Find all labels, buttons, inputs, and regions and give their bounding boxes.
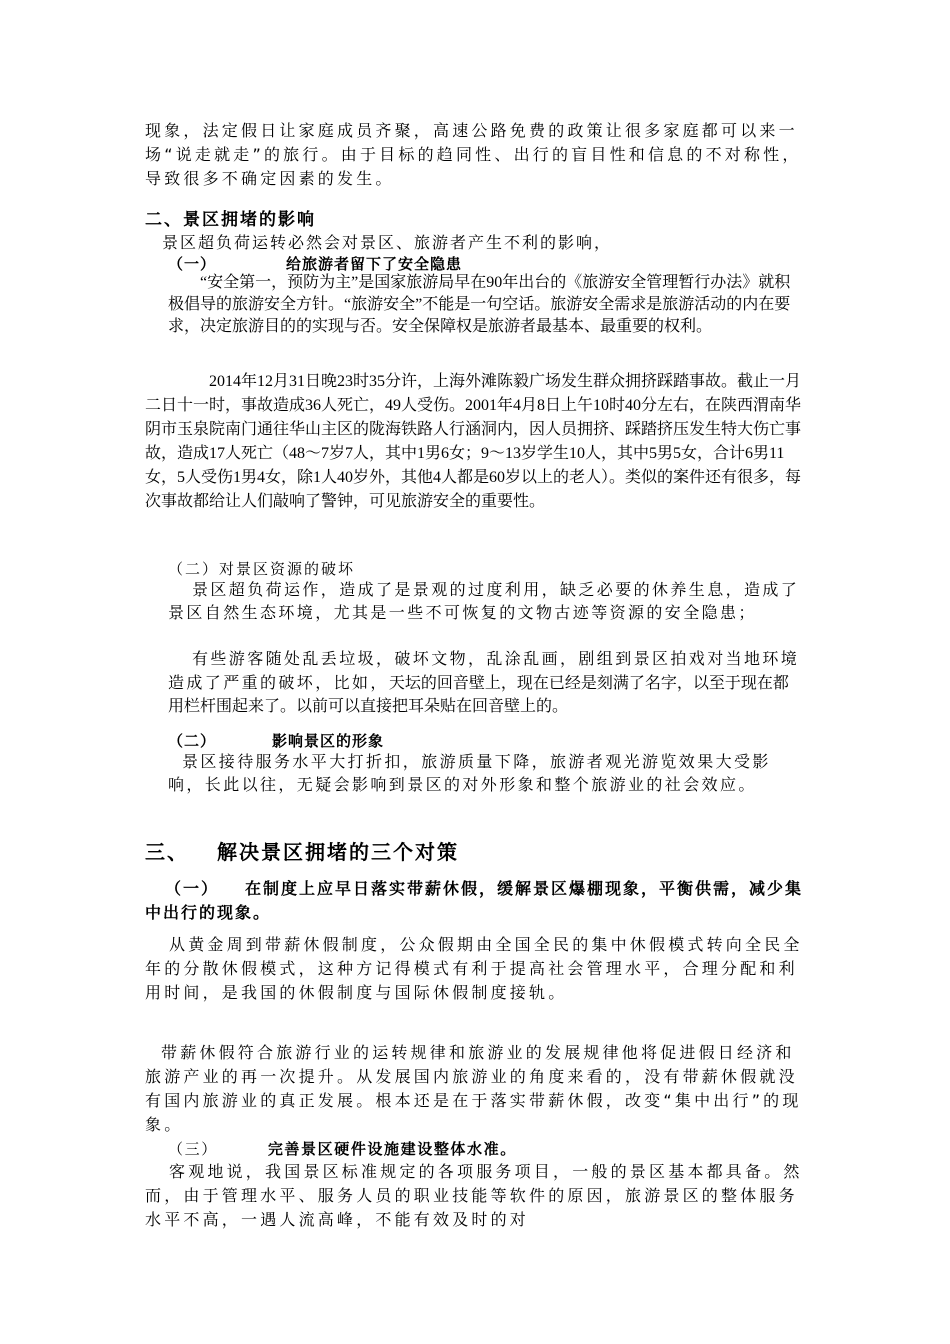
subheading-paid-leave (145, 877, 805, 925)
subheading-number: （二） (168, 732, 217, 750)
subheading-number: （一） (168, 255, 217, 273)
subheading-title: 影响景区的形象 (272, 732, 385, 750)
paragraph-impact-intro: 景区超负荷运转必然会对景区、旅游者产生不利的影响， (162, 233, 613, 252)
paragraph-paid-leave: 从黄金周到带薪休假制度，公众假期由全国全民的集中休假模式转向全民全年的分散休假模式，这种方记得模式有利于提高社会管理水平，合理分配和利用时间，是我国的休假制度与国际休假制度接轨。 (145, 935, 803, 1002)
paragraph-facilities: 客观地说，我国景区标准规定的各项服务项目，一般的景区基本都具备。然而，由于管理水平、服务人员的职业技能等软件的原因，旅游景区的整体服务水平不高，一遇人流高峰，不能有效及时的对 (145, 1162, 803, 1229)
paragraph-damage-part-2: 天坛的回音壁上，现在已经是刻满了名字，以至于现在都用栏杆围起来了。以前可以直接把耳朵贴在回音壁上的。 (168, 675, 789, 715)
subheading-title: 给旅游者留下了安全隐患 (286, 255, 463, 273)
paragraph-paid-leave-benefit: 带薪休假符合旅游行业的运转规律和旅游业的发展规律他将促进假日经济和旅游产业的再一次提升。从发展国内旅游业的角度来看的，没有带薪休假就没有国内旅游业的真正发展。根本还是在于落实带薪休假，改变“集中出行”的现象。 (145, 1043, 802, 1134)
paragraph-resources: 景区超负荷运作，造成了是景观的过度利用，缺乏必要的休养生息，造成了景区自然生态环境，尤其是一些不可恢复的文物古迹等资源的安全隐患； (168, 580, 800, 622)
section-heading-3 (145, 838, 805, 866)
subheading-title: 完善景区硬件设施建设整体水准。 (267, 1140, 517, 1158)
paragraph-safety: “安全第一，预防为主”是国家旅游局早在90年出台的《旅游安全管理暂行办法》就积极倡导的旅游安全方针。“旅游安全”不能是一句空话。旅游安全需求是旅游活动的内在要求，决定旅游目的的实现与否。安全保障权是旅游者最基本、最重要的权利。 (168, 274, 791, 335)
paragraph-intro: 现象，法定假日让家庭成员齐聚，高速公路免费的政策让很多家庭都可以来一场“说走就走”的旅行。由于目标的趋同性、出行的盲目性和信息的不对称性，导致很多不确定因素的发生。 (145, 121, 802, 188)
subheading-number: （一） (165, 879, 220, 898)
subheading-number: （三） (168, 1140, 218, 1158)
paragraph-image: 景区接待服务水平大打折扣，旅游质量下降，旅游者观光游览效果大受影响，长此以往，无疑会影响到景区的对外形象和整个旅游业的社会效应。 (168, 752, 771, 794)
section-heading-2: 二、景区拥堵的影响 (145, 210, 316, 230)
subheading-title: 在制度上应早日落实带薪休假，缓解景区爆棚现象，平衡供需，减少集中出行的现象。 (145, 879, 804, 922)
heading-number: 三、 (145, 840, 189, 864)
subheading-facilities (168, 1138, 808, 1160)
paragraph-accidents: 2014年12月31日晚23时35分许，上海外滩陈毅广场发生群众拥挤踩踏事故。截止一月二日十一时，事故造成36人死亡，49人受伤。2001年4月8日上午10时40分左右，在陕西渭南华阴市玉泉院南门通往华山主区的陇海铁路人行涵洞内，因人员拥挤、踩踏挤压发生特大伤亡事故，造成17人死亡（48～7岁7人，其中1男6女；9～13岁学生10人，其中5男5女，合计6男11女，5人受伤1男4女，除1人40岁外，其他4人都是60岁以上的老人）。类似的案件还有很多，每次事故都给让人们敲响了警钟，可见旅游安全的重要性。 (145, 373, 802, 510)
subheading-image (168, 730, 808, 752)
paragraph-damage (168, 647, 804, 718)
subheading-resources: （二）对景区资源的破坏 (168, 560, 356, 578)
paragraph-damage-part-1: 有些游客随处乱丢垃圾，破坏文物，乱涂乱画，剧组到景区拍戏对当地环境造成了严重的破坏，比如， (168, 649, 800, 692)
heading-title: 解决景区拥堵的三个对策 (217, 840, 459, 864)
